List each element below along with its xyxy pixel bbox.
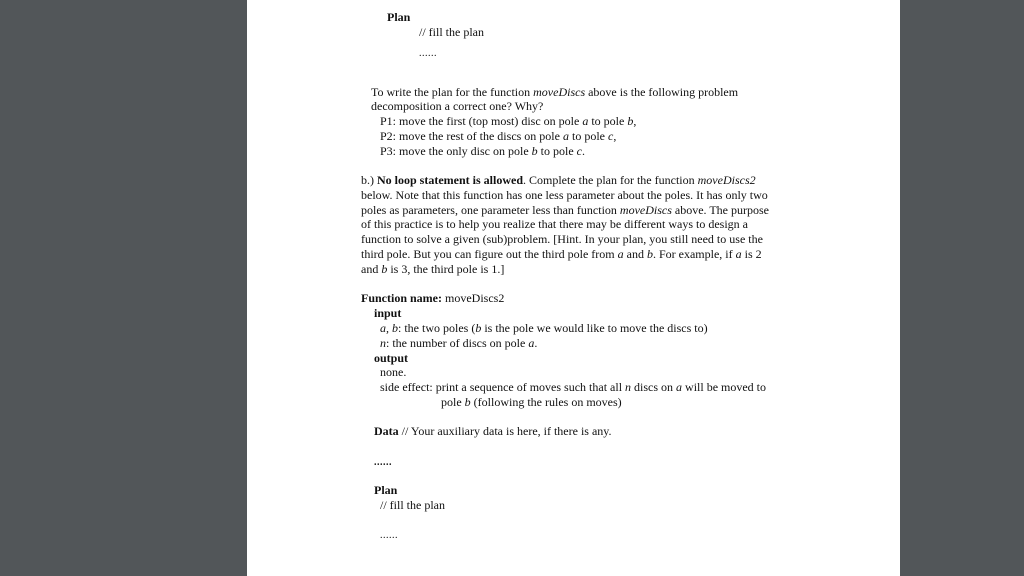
- plan-ellipsis: ......: [419, 48, 437, 59]
- plan2-heading: Plan: [374, 483, 398, 497]
- question-b-line3: poles as parameters, one parameter less than function moveDiscs above. The purpose: [361, 203, 769, 217]
- question-b-line2: below. Note that this function has one less parameter about the poles. It has only two: [361, 188, 768, 202]
- question-b-line1: b.) No loop statement is allowed. Complete the plan for the function moveDiscs2: [361, 173, 756, 187]
- plan2-ellipsis: ......: [380, 530, 398, 541]
- question-a-p1: P1: move the first (top most) disc on pole a to pole b,: [380, 114, 637, 128]
- output-none: none.: [380, 365, 407, 379]
- question-b-line5: function to solve a given (sub)problem. [Hint. In your plan, you still need to use the: [361, 232, 763, 246]
- plan-comment: // fill the plan: [419, 25, 484, 39]
- question-a-p3: P3: move the only disc on pole b to pole c.: [380, 144, 585, 158]
- input-param-ab: a, b: the two poles (b is the pole we would like to move the discs to): [380, 321, 708, 335]
- output-label: output: [374, 351, 409, 365]
- function-name: Function name: moveDiscs2: [361, 291, 505, 305]
- side-effect-line2: pole b (following the rules on moves): [441, 395, 622, 409]
- question-a-line1: To write the plan for the function moveDiscs above is the following problem: [371, 85, 739, 99]
- plan2-comment: // fill the plan: [380, 498, 445, 512]
- plan-heading: Plan: [387, 10, 411, 24]
- question-b-line6: third pole. But you can figure out the third pole from a and b. For example, if a is 2: [361, 247, 762, 261]
- side-effect-line1: side effect: print a sequence of moves such that all n discs on a will be moved to: [380, 380, 767, 394]
- input-label: input: [374, 306, 402, 320]
- input-param-n: n: the number of discs on pole a.: [380, 336, 538, 350]
- document-page: [247, 0, 900, 576]
- data-ellipsis: ......: [374, 457, 392, 468]
- question-a-p2: P2: move the rest of the discs on pole a to pole c,: [380, 129, 617, 143]
- question-a-line2: decomposition a correct one? Why?: [371, 99, 544, 113]
- question-b-line4: of this practice is to help you realize that there may be different ways to design a: [361, 217, 748, 231]
- data-line: Data // Your auxiliary data is here, if there is any.: [374, 424, 612, 438]
- question-b-line7: and b is 3, the third pole is 1.]: [361, 262, 505, 276]
